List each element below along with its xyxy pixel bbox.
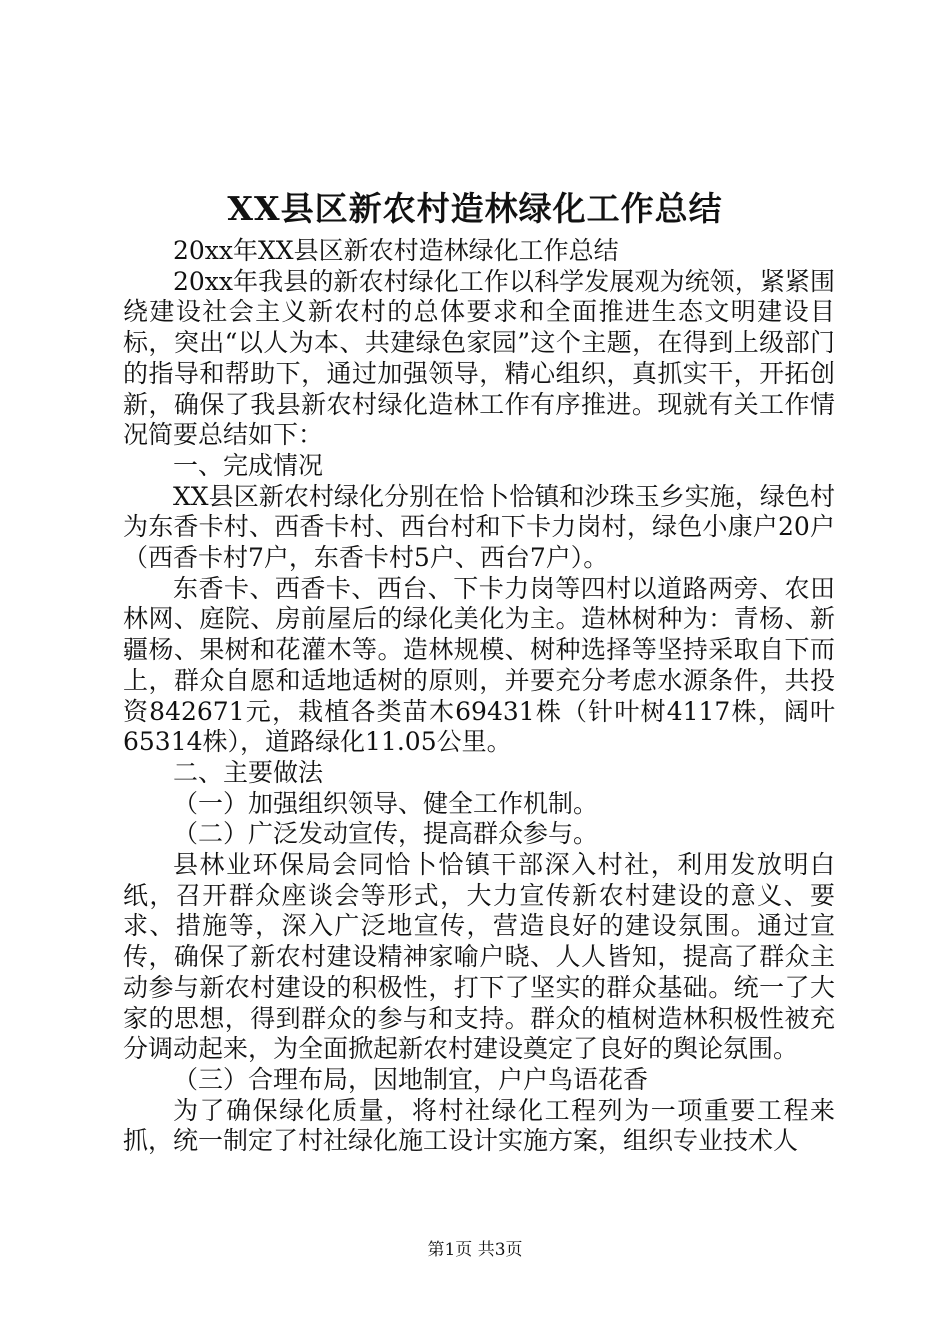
paragraph: 为了确保绿化质量，将村社绿化工程列为一项重要工程来抓，统一制定了村社绿化施工设计实施方案，组织专业技术人 (123, 1095, 835, 1156)
paragraph-subtitle: 20xx年XX县区新农村造林绿化工作总结 (173, 236, 619, 265)
page-footer: 第1页 共3页 (427, 1240, 523, 1260)
section-heading-1: 一、完成情况 (173, 450, 324, 480)
paragraph: 县林业环保局会同恰卜恰镇干部深入村社，利用发放明白纸，召开群众座谈会等形式，大力宣传新农村建设的意义、要求、措施等，深入广泛地宣传，营造良好的建设氛围。通过宣传，确保了新农村建设精神家喻户晓、人人皆知，提高了群众主动参与新农村建设的积极性，打下了坚实的群众基础。统一了大家的思想，得到群众的参与和支持。群众的植树造林积极性被充分调动起来，为全面掀起新农村建设奠定了良好的舆论氛围。 (123, 850, 835, 1064)
paragraph: 东香卡、西香卡、西台、下卡力岗等四村以道路两旁、农田林网、庭院、房前屋后的绿化美化为主。造林树种为：青杨、新疆杨、果树和花灌木等。造林规模、树种选择等坚持采取自下而上，群众自愿和适地适树的原则，并要充分考虑水源条件，共投资842671元，栽植各类苗木69431株（针叶树4117株，阔叶65314株），道路绿化11.05公里。 (123, 573, 835, 757)
subsection-heading-3: （三）合理布局，因地制宜，户户鸟语花香 (173, 1064, 649, 1094)
document-title: XX县区新农村造林绿化工作总结 (227, 189, 723, 228)
subsection-heading-1: （一）加强组织领导、健全工作机制。 (173, 788, 599, 818)
paragraph: XX县区新农村绿化分别在恰卜恰镇和沙珠玉乡实施，绿色村为东香卡村、西香卡村、西台村和下卡力岗村，绿色小康户20户（西香卡村7户，东香卡村5户、西台7户）。 (123, 481, 835, 573)
document-body (123, 236, 835, 1157)
subsection-heading-2: （二）广泛发动宣传，提高群众参与。 (173, 819, 599, 849)
paragraph-intro: 20xx年我县的新农村绿化工作以科学发展观为统领，紧紧围绕建设社会主义新农村的总体要求和全面推进生态文明建设目标，突出“以人为本、共建绿色家园”这个主题，在得到上级部门的指导和帮助下，通过加强领导，精心组织，真抓实干，开拓创新，确保了我县新农村绿化造林工作有序推进。现就有关工作情况简要总结如下： (123, 266, 835, 450)
section-heading-2: 二、主要做法 (173, 757, 324, 787)
